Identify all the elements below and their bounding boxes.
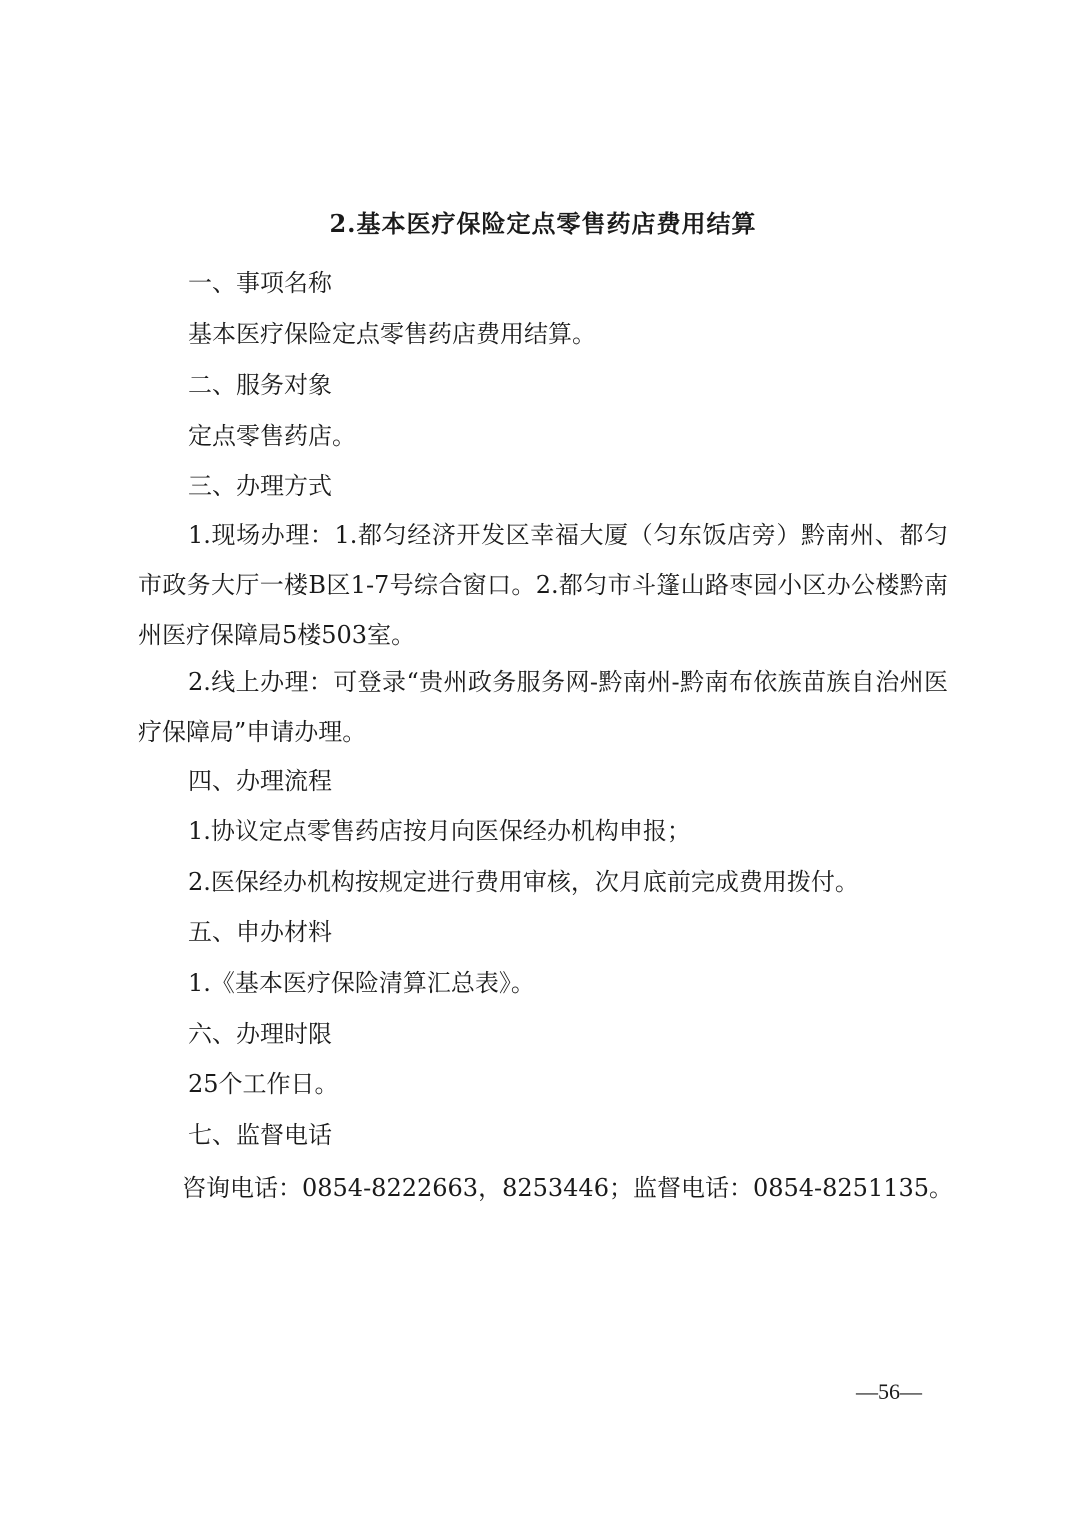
process-step-1: 1.协议定点零售药店按月向医保经办机构申报； bbox=[188, 817, 691, 845]
document-title: 2.基本医疗保险定点零售药店费用结算 bbox=[329, 209, 757, 238]
section-body-item-name: 基本医疗保险定点零售药店费用结算。 bbox=[188, 320, 596, 348]
section-heading-process: 四、办理流程 bbox=[188, 767, 332, 795]
section-heading-item-name: 一、事项名称 bbox=[188, 269, 332, 297]
section-body-materials: 1.《基本医疗保险清算汇总表》。 bbox=[188, 969, 535, 997]
section-heading-handling-method: 三、办理方式 bbox=[188, 472, 332, 500]
section-body-service-target: 定点零售药店。 bbox=[188, 422, 356, 450]
section-heading-materials: 五、申办材料 bbox=[188, 918, 332, 946]
page-number: —56— bbox=[856, 1379, 922, 1404]
section-heading-supervision-phone: 七、监督电话 bbox=[188, 1121, 332, 1149]
section-heading-time-limit: 六、办理时限 bbox=[188, 1020, 332, 1048]
handling-method-onsite: 1.现场办理：1.都匀经济开发区幸福大厦（匀东饭店旁）黔南州、都匀市政务大厅一楼B区1-7号综合窗口。2.都匀市斗篷山路枣园小区办公楼黔南州医疗保障局5楼503室。 bbox=[138, 521, 948, 649]
section-heading-service-target: 二、服务对象 bbox=[188, 371, 332, 399]
handling-method-online: 2.线上办理：可登录“贵州政务服务网-黔南州-黔南布依族苗族自治州医疗保障局”申请办理。 bbox=[138, 668, 948, 746]
section-body-time-limit: 25个工作日。 bbox=[188, 1070, 339, 1098]
section-body-supervision-phone: 咨询电话：0854-8222663，8253446；监督电话：0854-8251135。 bbox=[182, 1174, 954, 1202]
process-step-2: 2.医保经办机构按规定进行费用审核，次月底前完成费用拨付。 bbox=[188, 868, 859, 896]
